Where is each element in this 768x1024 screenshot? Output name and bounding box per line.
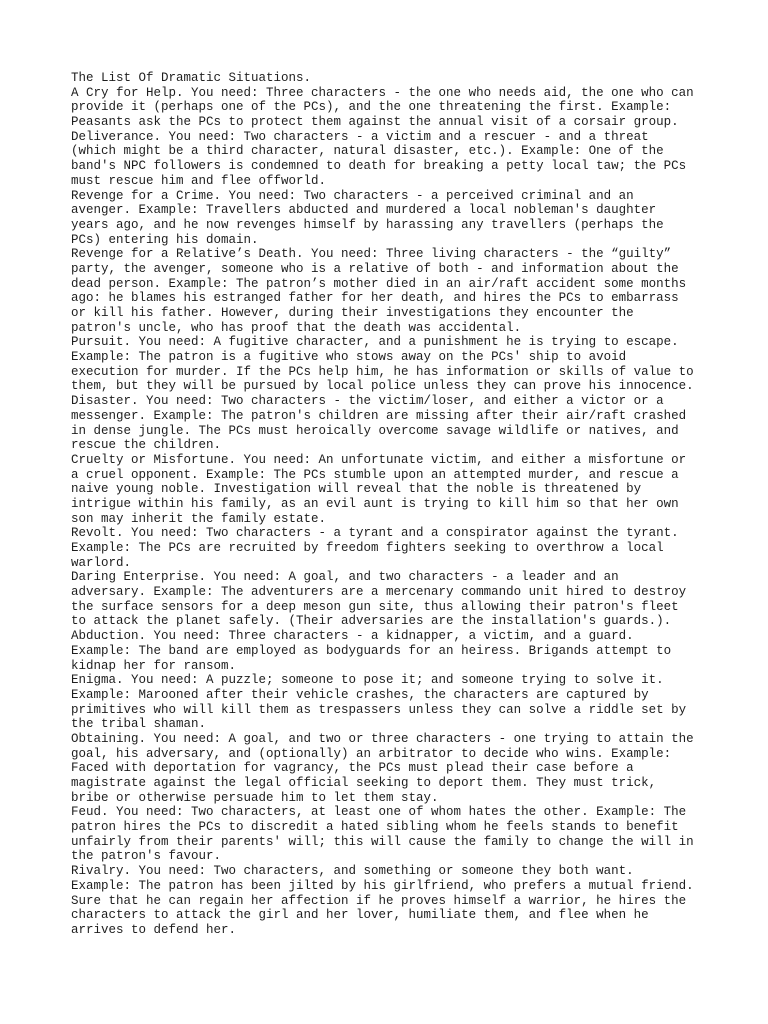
text-line: rescue the children.	[71, 438, 222, 453]
text-line: goal, his adversary, and (optionally) an arbitrator to decide who wins. Example:	[71, 746, 672, 761]
text-line: in dense jungle. The PCs must heroically overcome savage wildlife or natives, and	[71, 423, 679, 438]
text-line: kidnap her for ransom.	[71, 658, 237, 673]
text-line: to attack the planet safely. (Their adversaries are the installation's guards.).	[71, 614, 672, 629]
text-line: the patron's favour.	[71, 849, 222, 864]
text-line: Sure that he can regain her affection if he proves himself a warrior, he hires the	[71, 893, 687, 908]
text-line: Example: The patron is a fugitive who stows away on the PCs' ship to avoid	[71, 350, 627, 365]
text-line: provide it (perhaps one of the PCs), and the one threatening the first. Example:	[71, 100, 672, 115]
text-line: adversary. Example: The adventurers are a mercenary commando unit hired to destroy	[71, 585, 687, 600]
text-line: characters to attack the girl and her lover, humiliate them, and flee when he	[71, 908, 649, 923]
text-line: Revolt. You need: Two characters - a tyrant and a conspirator against the tyrant.	[71, 526, 679, 541]
text-line: Rivalry. You need: Two characters, and something or someone they both want.	[71, 864, 634, 879]
text-line: unfairly from their parents' will; this will cause the family to change the will in	[71, 834, 694, 849]
text-line: Revenge for a Relative’s Death. You need: Three living characters - the “guilty”	[71, 247, 672, 262]
text-line: patron's uncle, who has proof that the death was accidental.	[71, 320, 522, 335]
text-line: band's NPC followers is condemned to death for breaking a petty local taw; the PCs	[71, 159, 687, 174]
text-line: a cruel opponent. Example: The PCs stumble upon an attempted murder, and rescue a	[71, 467, 679, 482]
text-line: intrigue within his family, as an evil aunt is trying to kill him so that her own	[71, 496, 679, 511]
text-line: the tribal shaman.	[71, 717, 207, 732]
text-line: them, but they will be pursued by local police unless they can prove his innocence.	[71, 379, 694, 394]
document-text	[71, 71, 711, 938]
text-line: Pursuit. You need: A fugitive character, and a punishment he is trying to escape.	[71, 335, 679, 350]
text-line: magistrate against the legal official seeking to deport them. They must trick,	[71, 776, 657, 790]
text-line: messenger. Example: The patron's children are missing after their air/raft crashed	[71, 408, 687, 423]
text-line: Example: The band are employed as bodyguards for an heiress. Brigands attempt to	[71, 643, 672, 658]
text-line: avenger. Example: Travellers abducted and murdered a local nobleman's daughter	[71, 203, 657, 218]
text-line: son may inherit the family estate.	[71, 511, 327, 526]
text-line: Deliverance. You need: Two characters - a victim and a rescuer - and a threat	[71, 129, 649, 144]
text-line: primitives who will kill them as trespassers unless they can solve a riddle set by	[71, 702, 687, 717]
text-line: ago: he blames his estranged father for her death, and hires the PCs to embarrass	[71, 291, 679, 306]
text-line: must rescue him and flee offworld.	[71, 173, 327, 188]
document-title: The List Of Dramatic Situations.	[71, 71, 312, 85]
text-line: naive young noble. Investigation will reveal that the noble is threatened by	[71, 482, 642, 497]
text-line: execution for murder. If the PCs help him, he has information or skills of value to	[71, 364, 694, 379]
text-line: Revenge for a Crime. You need: Two characters - a perceived criminal and an	[71, 188, 634, 203]
text-line: Example: The patron has been jilted by his girlfriend, who prefers a mutual friend.	[71, 878, 694, 893]
text-line: Enigma. You need: A puzzle; someone to pose it; and someone trying to solve it.	[71, 673, 664, 688]
text-line: years ago, and he now revenges himself by harassing any travellers (perhaps the	[71, 217, 664, 232]
text-line: or kill his father. However, during their investigations they encounter the	[71, 306, 634, 320]
text-line: (which might be a third character, natural disaster, etc.). Example: One of the	[71, 144, 664, 159]
text-line: Example: Marooned after their vehicle crashes, the characters are captured by	[71, 687, 649, 702]
text-line: Disaster. You need: Two characters - the victim/loser, and either a victor or a	[71, 394, 664, 409]
text-line: Abduction. You need: Three characters - a kidnapper, a victim, and a guard.	[71, 629, 634, 644]
text-line: Daring Enterprise. You need: A goal, and two characters - a leader and an	[71, 570, 619, 585]
text-line: bribe or otherwise persuade him to let them stay.	[71, 790, 439, 805]
text-line: patron hires the PCs to discredit a hated sibling whom he feels stands to benefit	[71, 820, 679, 835]
text-line: Faced with deportation for vagrancy, the PCs must plead their case before a	[71, 761, 634, 776]
text-line: dead person. Example: The patron’s mother died in an air/raft accident some months	[71, 276, 687, 291]
text-line: arrives to defend her.	[71, 922, 237, 937]
text-line: Peasants ask the PCs to protect them against the annual visit of a corsair group.	[71, 115, 679, 130]
text-line: Cruelty or Misfortune. You need: An unfortunate victim, and either a misfortune or	[71, 452, 687, 467]
text-line: party, the avenger, someone who is a relative of both - and information about the	[71, 261, 679, 276]
text-line: warlord.	[71, 555, 132, 570]
text-line: Obtaining. You need: A goal, and two or three characters - one trying to attain the	[71, 731, 694, 746]
text-line: the surface sensors for a deep meson gun site, thus allowing their patron's fleet	[71, 599, 679, 614]
text-line: Example: The PCs are recruited by freedom fighters seeking to overthrow a local	[71, 541, 664, 555]
text-line: A Cry for Help. You need: Three characters - the one who needs aid, the one who can	[71, 85, 694, 100]
text-line: PCs) entering his domain.	[71, 232, 259, 247]
text-line: Feud. You need: Two characters, at least one of whom hates the other. Example: The	[71, 805, 687, 820]
